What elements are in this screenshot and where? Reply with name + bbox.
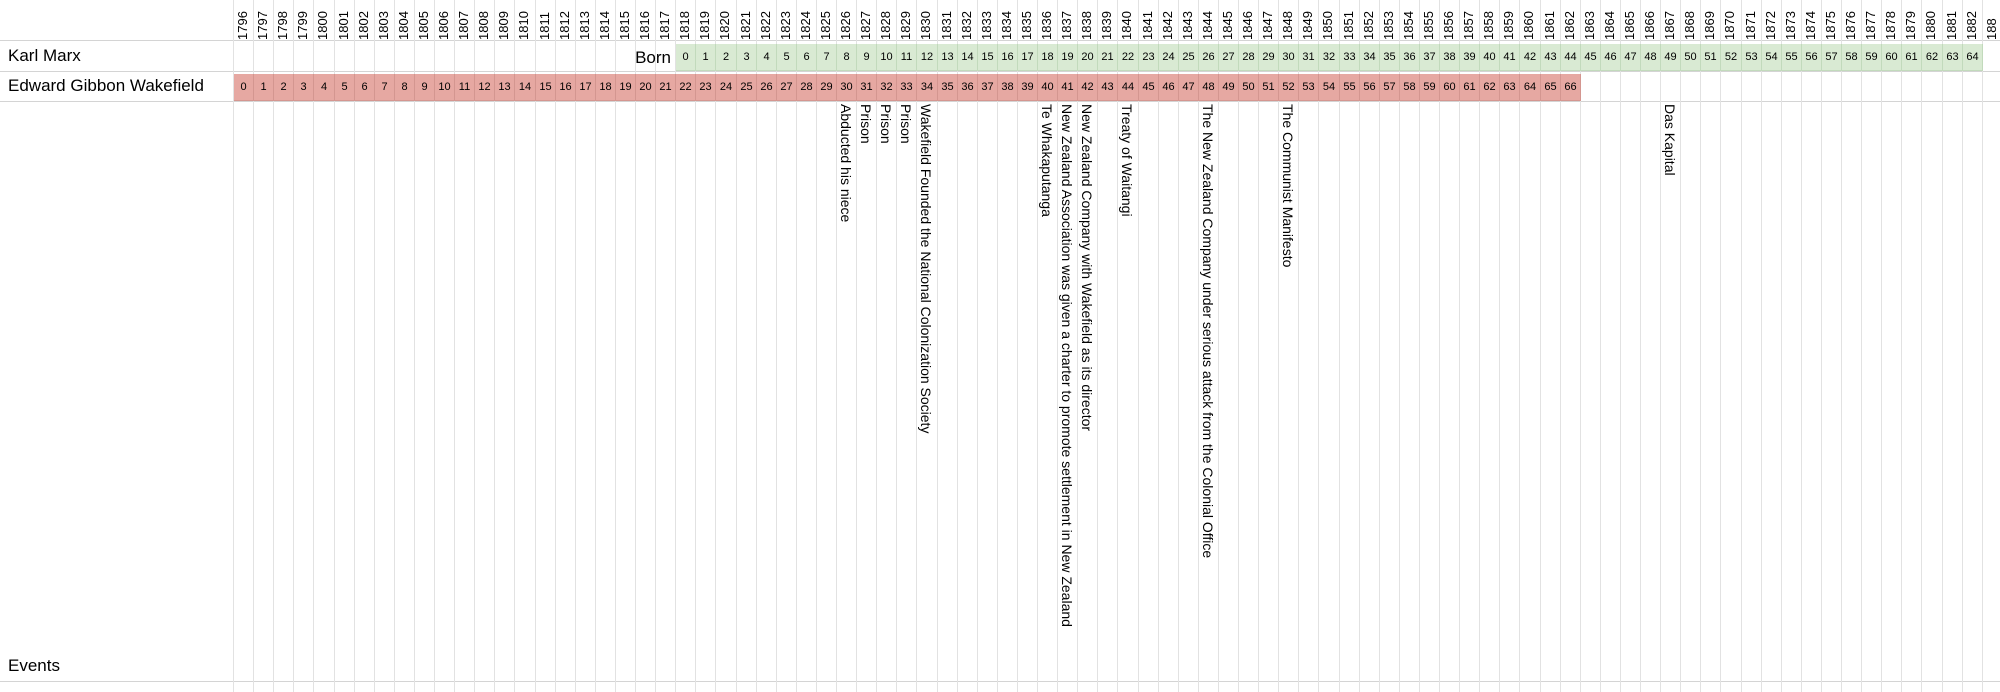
marx-age-cell[interactable]: 36: [1400, 44, 1420, 71]
marx-age-cell[interactable]: 9: [857, 44, 877, 71]
marx-age-cell[interactable]: 35: [1380, 44, 1400, 71]
year-header-cell[interactable]: 1835: [1019, 11, 1034, 40]
marx-age-cell[interactable]: 33: [1340, 44, 1360, 71]
marx-age-cell[interactable]: 4: [757, 44, 777, 71]
wakefield-age-cell[interactable]: 8: [395, 74, 415, 101]
event-label[interactable]: Wakefield Founded the National Colonization Society: [918, 104, 934, 434]
wakefield-age-cell[interactable]: 55: [1340, 74, 1360, 101]
year-header-cell[interactable]: 1873: [1783, 11, 1798, 40]
wakefield-age-cell[interactable]: 66: [1561, 74, 1581, 101]
year-header-cell[interactable]: 1802: [356, 11, 371, 40]
wakefield-age-cell[interactable]: 19: [616, 74, 636, 101]
marx-age-cell[interactable]: 58: [1842, 44, 1862, 71]
marx-age-cell[interactable]: 1: [696, 44, 716, 71]
year-header-cell[interactable]: 1872: [1763, 11, 1778, 40]
marx-age-cell[interactable]: 56: [1802, 44, 1822, 71]
year-header-cell[interactable]: 1805: [416, 11, 431, 40]
marx-age-cell[interactable]: 64: [1963, 44, 1983, 71]
wakefield-age-cell[interactable]: 10: [435, 74, 455, 101]
event-label[interactable]: Das Kapital: [1662, 104, 1678, 176]
row-label-events[interactable]: Events: [8, 656, 60, 675]
wakefield-age-cell[interactable]: 1: [254, 74, 274, 101]
wakefield-age-cell[interactable]: 27: [777, 74, 797, 101]
year-header-cell[interactable]: 1840: [1119, 11, 1134, 40]
year-header-cell[interactable]: 1827: [858, 11, 873, 40]
year-header-cell[interactable]: 1813: [577, 11, 592, 40]
marx-age-cell[interactable]: 53: [1742, 44, 1762, 71]
year-header-cell[interactable]: 1874: [1803, 11, 1818, 40]
year-header-cell[interactable]: 1833: [979, 11, 994, 40]
wakefield-age-cell[interactable]: 39: [1018, 74, 1038, 101]
year-header-cell[interactable]: 1817: [657, 11, 672, 40]
wakefield-age-cell[interactable]: 40: [1038, 74, 1058, 101]
year-header-cell[interactable]: 1863: [1582, 11, 1597, 40]
wakefield-age-cell[interactable]: 64: [1520, 74, 1541, 101]
year-header-cell[interactable]: 1849: [1300, 11, 1315, 40]
year-header-cell[interactable]: 1800: [315, 11, 330, 40]
year-header-cell[interactable]: 1859: [1501, 11, 1516, 40]
year-header-cell[interactable]: 1828: [878, 11, 893, 40]
marx-age-cell[interactable]: 23: [1139, 44, 1159, 71]
wakefield-age-cell[interactable]: 5: [335, 74, 355, 101]
year-header-cell[interactable]: 1870: [1722, 11, 1737, 40]
year-header-cell[interactable]: 1855: [1421, 11, 1436, 40]
marx-age-cell[interactable]: 59: [1862, 44, 1882, 71]
wakefield-age-cell[interactable]: 58: [1400, 74, 1420, 101]
marx-age-cell[interactable]: 34: [1360, 44, 1380, 71]
marx-age-cell[interactable]: 60: [1882, 44, 1902, 71]
marx-age-cell[interactable]: 45: [1581, 44, 1601, 71]
year-header-cell[interactable]: 1862: [1562, 11, 1577, 40]
year-header-cell[interactable]: 1877: [1863, 11, 1878, 40]
marx-age-cell[interactable]: 2: [716, 44, 737, 71]
wakefield-age-cell[interactable]: 61: [1460, 74, 1480, 101]
wakefield-age-cell[interactable]: 47: [1179, 74, 1199, 101]
year-header-cell[interactable]: 1826: [838, 11, 853, 40]
year-header-cell[interactable]: 1837: [1059, 11, 1074, 40]
year-header-cell[interactable]: 1860: [1521, 11, 1536, 40]
year-header-cell[interactable]: 1867: [1662, 11, 1677, 40]
row-label-marx[interactable]: Karl Marx: [8, 46, 81, 65]
year-header-cell[interactable]: 1814: [597, 11, 612, 40]
year-header-cell[interactable]: 1844: [1200, 11, 1215, 40]
wakefield-age-cell[interactable]: 50: [1239, 74, 1259, 101]
marx-age-cell[interactable]: 38: [1440, 44, 1460, 71]
marx-age-cell[interactable]: 47: [1621, 44, 1641, 71]
year-header-cell[interactable]: 1807: [456, 11, 471, 40]
year-header-cell[interactable]: 1798: [275, 11, 290, 40]
year-header-cell[interactable]: 1847: [1260, 11, 1275, 40]
year-header-cell[interactable]: 1853: [1381, 11, 1396, 40]
year-header-cell[interactable]: 1830: [918, 11, 933, 40]
year-header-cell[interactable]: 1858: [1481, 11, 1496, 40]
wakefield-age-cell[interactable]: 48: [1199, 74, 1219, 101]
marx-age-cell[interactable]: 8: [837, 44, 857, 71]
wakefield-age-cell[interactable]: 31: [857, 74, 877, 101]
marx-age-cell[interactable]: 21: [1098, 44, 1118, 71]
wakefield-age-cell[interactable]: 44: [1118, 74, 1139, 101]
year-header-cell[interactable]: 1881: [1944, 11, 1959, 40]
year-header-cell[interactable]: 1882: [1964, 11, 1979, 40]
event-label[interactable]: New Zealand Company with Wakefield as its director: [1079, 104, 1095, 432]
marx-age-cell[interactable]: 40: [1480, 44, 1500, 71]
year-header-cell[interactable]: 1864: [1602, 11, 1617, 40]
year-header-cell[interactable]: 1871: [1743, 11, 1758, 40]
year-header-cell[interactable]: 1869: [1702, 11, 1717, 40]
wakefield-age-cell[interactable]: 54: [1319, 74, 1340, 101]
marx-age-cell[interactable]: 48: [1641, 44, 1661, 71]
marx-age-cell[interactable]: 14: [958, 44, 978, 71]
year-header-cell[interactable]: 1856: [1441, 11, 1456, 40]
marx-age-cell[interactable]: 11: [897, 44, 917, 71]
year-header-cell[interactable]: 1876: [1843, 11, 1858, 40]
marx-age-cell[interactable]: 63: [1943, 44, 1963, 71]
event-label[interactable]: The Communist Manifesto: [1280, 104, 1296, 268]
wakefield-age-cell[interactable]: 37: [978, 74, 998, 101]
marx-age-cell[interactable]: 0: [676, 44, 696, 71]
year-header-cell[interactable]: 1836: [1039, 11, 1054, 40]
wakefield-age-cell[interactable]: 42: [1078, 74, 1098, 101]
wakefield-age-cell[interactable]: 45: [1139, 74, 1159, 101]
marx-age-cell[interactable]: 32: [1319, 44, 1340, 71]
wakefield-age-cell[interactable]: 43: [1098, 74, 1118, 101]
year-header-cell[interactable]: 1829: [898, 11, 913, 40]
event-label[interactable]: Treaty of Waitangi: [1119, 104, 1135, 217]
wakefield-age-cell[interactable]: 24: [716, 74, 737, 101]
wakefield-age-cell[interactable]: 23: [696, 74, 716, 101]
year-header-cell[interactable]: 1834: [999, 11, 1014, 40]
marx-age-cell[interactable]: 30: [1279, 44, 1299, 71]
marx-age-cell[interactable]: 52: [1721, 44, 1742, 71]
wakefield-age-cell[interactable]: 26: [757, 74, 777, 101]
year-header-cell[interactable]: 188: [1984, 18, 1999, 40]
marx-age-cell[interactable]: 24: [1159, 44, 1179, 71]
marx-age-cell[interactable]: 10: [877, 44, 897, 71]
year-header-cell[interactable]: 1832: [959, 11, 974, 40]
year-header-cell[interactable]: 1820: [717, 11, 732, 40]
year-header-cell[interactable]: 1797: [255, 11, 270, 40]
wakefield-age-cell[interactable]: 49: [1219, 74, 1239, 101]
marx-age-cell[interactable]: 3: [737, 44, 757, 71]
wakefield-age-cell[interactable]: 2: [274, 74, 294, 101]
marx-age-cell[interactable]: 62: [1922, 44, 1943, 71]
year-header-cell[interactable]: 1824: [798, 11, 813, 40]
marx-age-cell[interactable]: 6: [797, 44, 817, 71]
marx-age-cell[interactable]: 46: [1601, 44, 1621, 71]
year-header-cell[interactable]: 1825: [818, 11, 833, 40]
wakefield-age-cell[interactable]: 0: [234, 74, 254, 101]
year-header-cell[interactable]: 1822: [758, 11, 773, 40]
wakefield-age-cell[interactable]: 15: [536, 74, 556, 101]
marx-age-cell[interactable]: 12: [917, 44, 938, 71]
wakefield-age-cell[interactable]: 46: [1159, 74, 1179, 101]
year-header-cell[interactable]: 1848: [1280, 11, 1295, 40]
wakefield-age-cell[interactable]: 33: [897, 74, 917, 101]
year-header-cell[interactable]: 1857: [1461, 11, 1476, 40]
year-header-cell[interactable]: 1866: [1642, 11, 1657, 40]
year-header-cell[interactable]: 1875: [1823, 11, 1838, 40]
wakefield-age-cell[interactable]: 63: [1500, 74, 1520, 101]
marx-age-cell[interactable]: 50: [1681, 44, 1701, 71]
year-header-cell[interactable]: 1815: [617, 11, 632, 40]
wakefield-age-cell[interactable]: 9: [415, 74, 435, 101]
year-header-cell[interactable]: 1806: [436, 11, 451, 40]
year-header-cell[interactable]: 1799: [295, 11, 310, 40]
year-header-cell[interactable]: 1841: [1140, 11, 1155, 40]
marx-age-cell[interactable]: 7: [817, 44, 837, 71]
event-label[interactable]: Prison: [858, 104, 874, 144]
marx-age-cell[interactable]: 29: [1259, 44, 1279, 71]
year-header-cell[interactable]: 1808: [476, 11, 491, 40]
wakefield-age-cell[interactable]: 11: [455, 74, 475, 101]
marx-age-cell[interactable]: 37: [1420, 44, 1440, 71]
year-header-cell[interactable]: 1821: [738, 11, 753, 40]
wakefield-age-cell[interactable]: 3: [294, 74, 314, 101]
event-label[interactable]: Prison: [878, 104, 894, 144]
year-header-cell[interactable]: 1880: [1923, 11, 1938, 40]
year-header-cell[interactable]: 1846: [1240, 11, 1255, 40]
year-header-cell[interactable]: 1851: [1341, 11, 1356, 40]
wakefield-age-cell[interactable]: 20: [636, 74, 656, 101]
event-label[interactable]: New Zealand Association was given a charter to promote settlement in New Zealand: [1059, 104, 1075, 627]
marx-age-cell[interactable]: 49: [1661, 44, 1681, 71]
year-header-cell[interactable]: 1879: [1903, 11, 1918, 40]
year-header-cell[interactable]: 1818: [677, 11, 692, 40]
wakefield-age-cell[interactable]: 7: [375, 74, 395, 101]
wakefield-age-cell[interactable]: 53: [1299, 74, 1319, 101]
year-header-cell[interactable]: 1816: [637, 11, 652, 40]
year-header-cell[interactable]: 1842: [1160, 11, 1175, 40]
marx-age-cell[interactable]: 28: [1239, 44, 1259, 71]
wakefield-age-cell[interactable]: 14: [515, 74, 536, 101]
wakefield-age-cell[interactable]: 41: [1058, 74, 1078, 101]
marx-age-cell[interactable]: 18: [1038, 44, 1058, 71]
marx-age-cell[interactable]: 57: [1822, 44, 1842, 71]
wakefield-age-cell[interactable]: 59: [1420, 74, 1440, 101]
marx-age-cell[interactable]: 5: [777, 44, 797, 71]
year-header-cell[interactable]: 1861: [1542, 11, 1557, 40]
marx-age-cell[interactable]: 19: [1058, 44, 1078, 71]
year-header-cell[interactable]: 1804: [396, 11, 411, 40]
wakefield-age-cell[interactable]: 52: [1279, 74, 1299, 101]
year-header-cell[interactable]: 1843: [1180, 11, 1195, 40]
year-header-cell[interactable]: 1838: [1079, 11, 1094, 40]
marx-age-cell[interactable]: 20: [1078, 44, 1098, 71]
year-header-cell[interactable]: 1812: [557, 11, 572, 40]
wakefield-age-cell[interactable]: 22: [676, 74, 696, 101]
wakefield-age-cell[interactable]: 16: [556, 74, 576, 101]
year-header-cell[interactable]: 1809: [496, 11, 511, 40]
wakefield-age-cell[interactable]: 60: [1440, 74, 1460, 101]
marx-age-cell[interactable]: 44: [1561, 44, 1581, 71]
marx-age-cell[interactable]: 61: [1902, 44, 1922, 71]
wakefield-age-cell[interactable]: 56: [1360, 74, 1380, 101]
marx-age-cell[interactable]: 15: [978, 44, 998, 71]
marx-age-cell[interactable]: 22: [1118, 44, 1139, 71]
wakefield-age-cell[interactable]: 21: [656, 74, 676, 101]
year-header-cell[interactable]: 1801: [336, 11, 351, 40]
marx-age-cell[interactable]: 54: [1762, 44, 1782, 71]
marx-age-cell[interactable]: 41: [1500, 44, 1520, 71]
year-header-cell[interactable]: 1803: [376, 11, 391, 40]
year-header-cell[interactable]: 1839: [1099, 11, 1114, 40]
marx-age-cell[interactable]: 43: [1541, 44, 1561, 71]
marx-age-cell[interactable]: 26: [1199, 44, 1219, 71]
event-label[interactable]: Prison: [898, 104, 914, 144]
wakefield-age-cell[interactable]: 18: [596, 74, 616, 101]
marx-age-cell[interactable]: 13: [938, 44, 958, 71]
wakefield-age-cell[interactable]: 57: [1380, 74, 1400, 101]
wakefield-age-cell[interactable]: 51: [1259, 74, 1279, 101]
event-label[interactable]: Te Whakaputanga: [1039, 104, 1055, 217]
wakefield-age-cell[interactable]: 29: [817, 74, 837, 101]
wakefield-age-cell[interactable]: 28: [797, 74, 817, 101]
marx-age-cell[interactable]: 17: [1018, 44, 1038, 71]
marx-age-cell[interactable]: 25: [1179, 44, 1199, 71]
year-header-cell[interactable]: 1850: [1320, 11, 1335, 40]
marx-age-cell[interactable]: 39: [1460, 44, 1480, 71]
wakefield-age-cell[interactable]: 32: [877, 74, 897, 101]
marx-age-cell[interactable]: 42: [1520, 44, 1541, 71]
year-header-cell[interactable]: 1854: [1401, 11, 1416, 40]
year-header-cell[interactable]: 1868: [1682, 11, 1697, 40]
year-header-cell[interactable]: 1819: [697, 11, 712, 40]
wakefield-age-cell[interactable]: 35: [938, 74, 958, 101]
event-label[interactable]: Abducted his niece: [838, 104, 854, 223]
wakefield-age-cell[interactable]: 12: [475, 74, 495, 101]
marx-age-cell[interactable]: 51: [1701, 44, 1721, 71]
year-header-cell[interactable]: 1796: [235, 11, 250, 40]
wakefield-age-cell[interactable]: 34: [917, 74, 938, 101]
born-label[interactable]: Born: [635, 48, 671, 67]
marx-age-cell[interactable]: 16: [998, 44, 1018, 71]
event-label[interactable]: The New Zealand Company under serious attack from the Colonial Office: [1200, 104, 1216, 559]
wakefield-age-cell[interactable]: 17: [576, 74, 596, 101]
wakefield-age-cell[interactable]: 6: [355, 74, 375, 101]
year-header-cell[interactable]: 1811: [537, 12, 552, 40]
wakefield-age-cell[interactable]: 25: [737, 74, 757, 101]
year-header-cell[interactable]: 1810: [516, 11, 531, 40]
year-header-cell[interactable]: 1865: [1622, 11, 1637, 40]
wakefield-age-cell[interactable]: 36: [958, 74, 978, 101]
year-header-cell[interactable]: 1845: [1220, 11, 1235, 40]
row-label-wakefield[interactable]: Edward Gibbon Wakefield: [8, 76, 204, 95]
wakefield-age-cell[interactable]: 4: [314, 74, 335, 101]
wakefield-age-cell[interactable]: 13: [495, 74, 515, 101]
marx-age-cell[interactable]: 55: [1782, 44, 1802, 71]
wakefield-age-cell[interactable]: 62: [1480, 74, 1500, 101]
year-header-cell[interactable]: 1823: [778, 11, 793, 40]
wakefield-age-cell[interactable]: 65: [1541, 74, 1561, 101]
year-header-cell[interactable]: 1831: [939, 11, 954, 40]
marx-age-cell[interactable]: 27: [1219, 44, 1239, 71]
marx-age-cell[interactable]: 31: [1299, 44, 1319, 71]
wakefield-age-cell[interactable]: 38: [998, 74, 1018, 101]
year-header-cell[interactable]: 1852: [1361, 11, 1376, 40]
year-header-cell[interactable]: 1878: [1883, 11, 1898, 40]
wakefield-age-cell[interactable]: 30: [837, 74, 857, 101]
